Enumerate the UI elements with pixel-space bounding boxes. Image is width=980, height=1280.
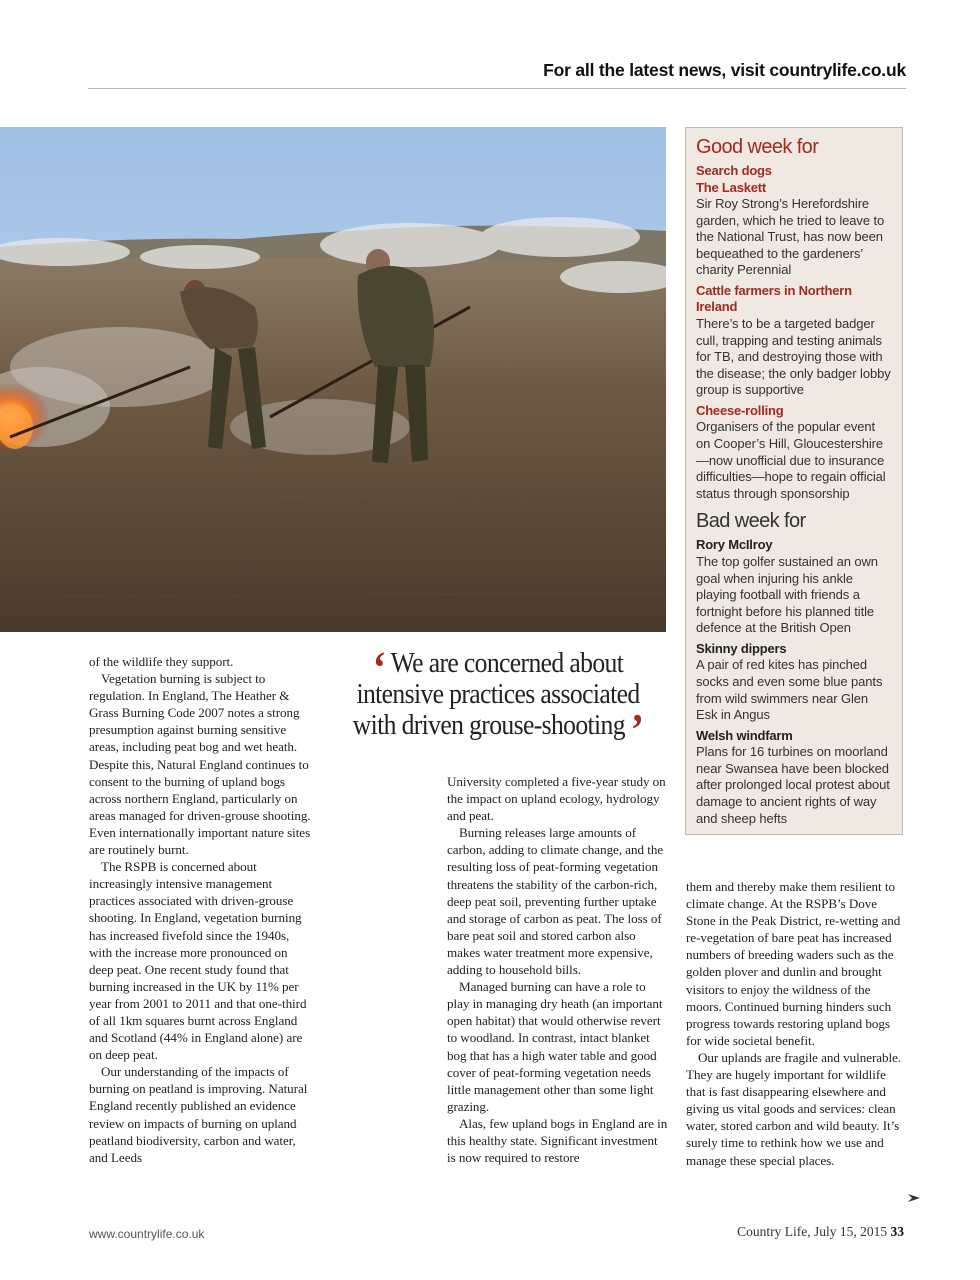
header-rule xyxy=(88,88,906,89)
bad-item-body: A pair of red kites has pinched socks and even some blue pants from wild swimmers near Glen Esk in Angus xyxy=(696,657,883,723)
footer-website: www.countrylife.co.uk xyxy=(89,1227,205,1241)
bad-item-title: Skinny dippers xyxy=(696,640,787,656)
good-item-body: Sir Roy Strong’s Herefordshire garden, which he tried to leave to the National Trust, has now been bequeathed to the gardeners’ charity Perennial xyxy=(696,196,885,278)
good-item-title: Cattle farmers in Northern Ireland xyxy=(696,282,852,315)
paragraph: University completed a five-year study on the impact on upland ecology, hydrology and peat. xyxy=(447,774,666,824)
paragraph: Managed burning can have a role to play in managing dry heath (an important open habitat) that would otherwise revert to woodland. In contrast, intact blanket bog that has a high water table and good cover of peat-forming vegetation needs little management other than some light grazing. xyxy=(447,979,663,1114)
bad-week-heading: Bad week for xyxy=(696,510,806,533)
paragraph: Burning releases large amounts of carbon, adding to climate change, and the resulting loss of peat-forming vegetation threatens the stability of the carbon-rich, deep peat soil, preventing further uptake and storage of carbon as peat. The loss of bare peat soil and stored carbon also makes water treatment more expensive, adding to household bills. xyxy=(447,825,664,978)
good-week-heading: Good week for xyxy=(696,136,819,158)
pull-quote-text: We are concerned about intensive practices associated with driven grouse-shooting xyxy=(352,648,640,741)
paragraph: Vegetation burning is subject to regulation. In England, The Heather & Grass Burning Code 2007 notes a strong presumption against burning sensitive areas, including peat bog and wet heath. Despite this, Natural England continues to consent to the burning of upland bogs across northern England, particularly on areas managed for driven-grouse shooting. Even internationally important nature sites are routinely burnt. xyxy=(89,671,311,858)
body-column-3 xyxy=(686,878,908,1169)
week-sidebar xyxy=(685,127,903,835)
paragraph: Our understanding of the impacts of burning on peatland is improving. Natural England recently published an evidence review on impacts of burning on upland peatland biodiversity, carbon and water, and Leeds xyxy=(89,1064,308,1165)
paragraph: Our uplands are fragile and vulnerable. They are hugely important for wildlife that is fast disappearing elsewhere and giving us vital goods and services: clean water, stored carbon and wild beauty. It’s surely time to rethink how we use and manage these special places. xyxy=(686,1049,902,1168)
bad-item-title: Rory McIlroy xyxy=(696,537,773,553)
close-quote-mark: ’ xyxy=(630,705,644,754)
paragraph: Alas, few upland bogs in England are in this healthy state. Significant investment is now required to restore xyxy=(447,1115,668,1166)
open-quote-mark: ‘ xyxy=(372,643,386,692)
good-item-title: Cheese-rolling xyxy=(696,402,784,418)
header-link-text: For all the latest news, visit countrylife.co.uk xyxy=(543,60,906,80)
good-item-body: Organisers of the popular event on Cooper’s Hill, Gloucestershire —now unofficial due to insurance difficulties—hope to regain official status through sponsorship xyxy=(696,419,886,501)
bad-item-body: The top golfer sustained an own goal when injuring his ankle playing football with friends a fortnight before his planned title defence at the British Open xyxy=(696,553,878,636)
moorland-burning-photo xyxy=(0,127,666,632)
footer-folio xyxy=(737,1224,904,1240)
page-number: 33 xyxy=(890,1224,904,1239)
good-item-body: There’s to be a targeted badger cull, trapping and testing animals for TB, and destroying those with the disease; the only badger lobby group is supportive xyxy=(696,315,891,398)
body-column-1 xyxy=(89,653,311,1166)
body-column-2 xyxy=(447,773,669,1166)
paragraph: them and thereby make them resilient to climate change. At the RSPB’s Dove Stone in the Peak District, re-wetting and re-vegetation of bare peat has increased numbers of breeding waders such as the golden plover and dunlin and brought visitors to enjoy the wildness of the moors. Continued burning hinders such progress towards restoring upland bogs for wide societal benefit. xyxy=(686,879,901,1048)
paragraph: The RSPB is concerned about increasingly intensive management practices associated with driven-grouse shooting. In England, vegetation burning has increased fivefold since the 1940s, with the increase more pronounced on deep peat. One recent study found that burning increased in the UK by 11% per year from 2001 to 2011 and that one-third of all 1km squares burnt across England and Scotland (44% in England alone) are on deep peat. xyxy=(89,859,307,1063)
paragraph: of the wildlife they support. xyxy=(89,654,234,669)
bad-item-title: Welsh windfarm xyxy=(696,727,793,743)
footer-publication: Country Life, July 15, 2015 xyxy=(737,1224,888,1239)
continue-arrow-icon xyxy=(907,1192,921,1204)
good-item-title: The Laskett xyxy=(696,179,767,195)
bad-item-body: Plans for 16 turbines on moorland near Swansea have been blocked after prolonged local protest about damage to ancient rights of way and sheep hefts xyxy=(696,744,890,826)
pull-quote xyxy=(343,643,653,754)
good-item-title: Search dogs xyxy=(696,163,772,178)
